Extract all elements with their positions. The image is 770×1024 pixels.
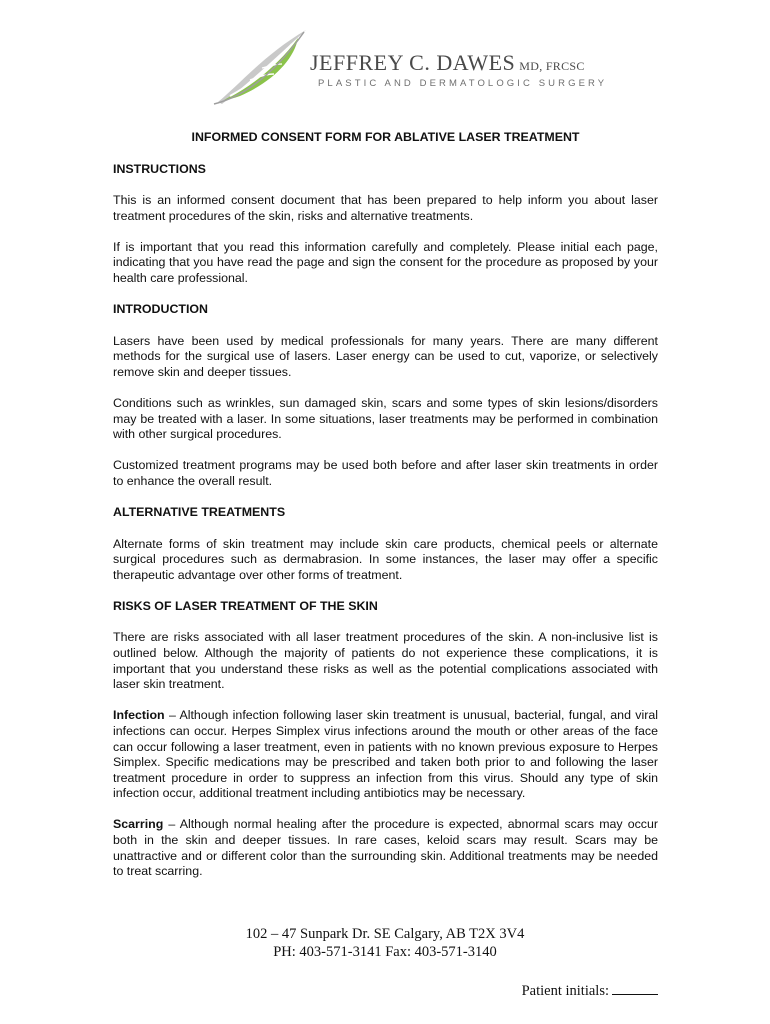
risk-infection (113, 708, 658, 802)
document-title: INFORMED CONSENT FORM FOR ABLATIVE LASER TREATMENT (191, 130, 580, 144)
paragraph: If is important that you read this information carefully and completely. Please initial each page, indicating that you have read the page and sign the consent for the procedure as proposed by your health care professional. (113, 239, 658, 286)
paragraph: Lasers have been used by medical professionals for many years. There are many different methods for the surgical use of lasers. Laser energy can be used to cut, vaporize, or selectively remove skin and deeper tissues. (113, 333, 658, 379)
section-heading-risks: RISKS OF LASER TREATMENT OF THE SKIN (113, 598, 378, 613)
patient-initials-field[interactable] (612, 982, 658, 995)
paragraph: Alternate forms of skin treatment may include skin care products, chemical peels or alternate surgical procedures such as dermabrasion. In some instances, the laser may offer a specific therapeutic advantage over other forms of treatment. (113, 536, 658, 582)
letterhead (210, 24, 608, 106)
risk-scarring (113, 817, 658, 879)
risk-text: – Although infection following laser skin treatment is unusual, bacterial, fungal, and viral infections can occur. Herpes Simplex virus infections around the mouth or other areas of the face can occur following a laser treatment, even in patients with no known previous exposure to Herpes Simplex. Specific medications may be prescribed and taken both prior to and following the laser treatment procedure in order to suppress an infection from this virus. Should any type of skin infection occur, additional treatment including antibiotics may be necessary. (113, 708, 658, 801)
paragraph: There are risks associated with all laser treatment procedures of the skin. A non-inclusive list is outlined below. Although the majority of patients do not experience these complications, it is important that you understand these risks as well as the potential complications associated with laser skin treatment. (113, 630, 658, 692)
letterhead-name: JEFFREY C. DAWES MD, FRCSC (310, 50, 585, 75)
document-body (113, 130, 658, 895)
risk-text: – Although normal healing after the procedure is expected, abnormal scars may occur both in the skin and deeper tissues. In rare cases, keloid scars may result. Scars may be unattractive and or different color than the surrounding skin. Additional treatments may be needed to treat scarring. (113, 817, 658, 879)
paragraph: Conditions such as wrinkles, sun damaged skin, scars and some types of skin lesions/disorders may be treated with a laser. In some situations, laser treatments may be performed in combination with other surgical procedures. (113, 396, 658, 442)
section-heading-instructions: INSTRUCTIONS (113, 161, 206, 176)
paragraph: This is an informed consent document that has been prepared to help inform you about laser treatment procedures of the skin, risks and alternative treatments. (113, 193, 658, 223)
paragraph: Customized treatment programs may be used both before and after laser skin treatments in order to enhance the overall result. (113, 458, 658, 488)
letterhead-subtitle: PLASTIC AND DERMATOLOGIC SURGERY (318, 78, 608, 89)
section-heading-introduction: INTRODUCTION (113, 302, 208, 317)
patient-initials (522, 982, 658, 1000)
risk-term: Infection (113, 708, 165, 723)
leaf-logo-icon (210, 24, 320, 106)
footer-address: 102 – 47 Sunpark Dr. SE Calgary, AB T2X 3V4 (245, 926, 525, 942)
letterhead-credentials: MD, FRCSC (519, 59, 585, 73)
footer-phone-fax: PH: 403-571-3141 Fax: 403-571-3140 (273, 944, 497, 960)
risk-term: Scarring (113, 817, 164, 832)
section-heading-alternative-treatments: ALTERNATIVE TREATMENTS (113, 505, 286, 519)
patient-initials-label: Patient initials: (521, 983, 609, 999)
